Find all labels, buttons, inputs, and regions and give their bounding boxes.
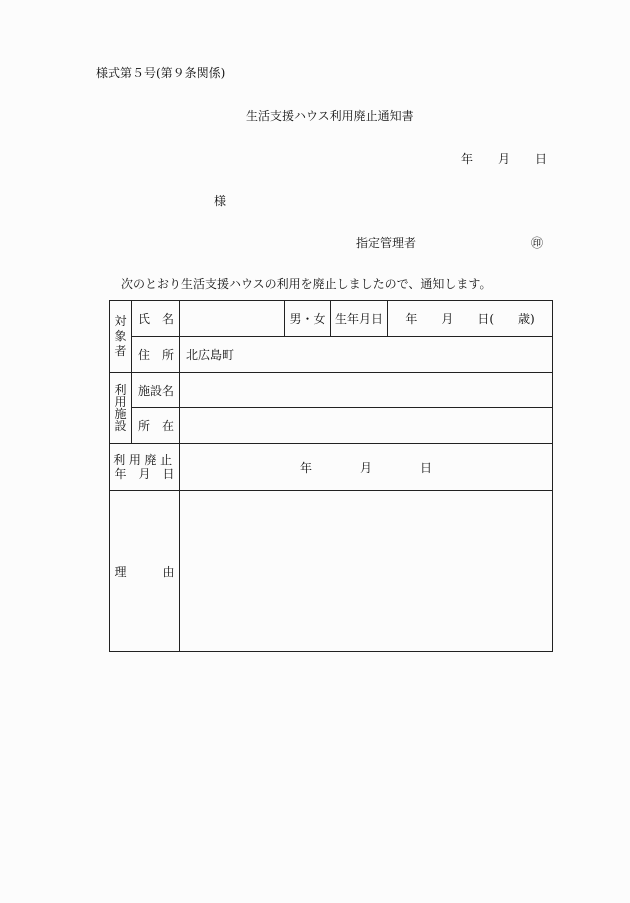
reason-row — [110, 491, 553, 652]
facility-location-label: 所 在 — [132, 408, 180, 444]
addressee-suffix: 様 — [214, 194, 227, 208]
document-title: 生活支援ハウス利用廃止通知書 — [246, 109, 414, 123]
subject-address-row — [110, 337, 553, 373]
facility-location-row — [110, 408, 553, 444]
form-number: 様式第５号(第９条関係) — [96, 66, 226, 80]
subject-name-row — [110, 301, 553, 337]
facility-group-label: 利 用 施 設 — [110, 373, 132, 444]
intro-text: 次のとおり生活支援ハウスの利用を廃止しましたので、通知します。 — [121, 277, 492, 291]
abolish-date-row — [110, 444, 553, 491]
abolish-date-label — [110, 444, 180, 491]
gender-choice[interactable]: 男・女 — [285, 301, 331, 337]
facility-location-field[interactable] — [180, 408, 553, 444]
birth-date-field[interactable]: 年 月 日( 歳) — [388, 301, 553, 337]
reason-label: 理 由 — [110, 491, 180, 652]
issue-date — [461, 152, 547, 166]
name-field[interactable] — [180, 301, 285, 337]
abolish-date-field[interactable]: 年 月 日 — [180, 444, 553, 491]
facility-name-row — [110, 373, 553, 408]
notice-form-table — [109, 300, 553, 652]
reason-field[interactable] — [180, 491, 553, 652]
facility-name-field[interactable] — [180, 373, 553, 408]
facility-name-label: 施設名 — [132, 373, 180, 408]
address-field[interactable]: 北広島町 — [180, 337, 553, 373]
address-label: 住 所 — [132, 337, 180, 373]
seal-mark: ㊞ — [531, 236, 544, 250]
date-month-label: 月 — [498, 152, 511, 166]
name-label: 氏 名 — [132, 301, 180, 337]
subject-group-label: 対 象 者 — [110, 301, 132, 373]
birth-date-label: 生年月日 — [331, 301, 388, 337]
date-year-label: 年 — [461, 152, 474, 166]
abolish-date-label-line2: 年 月 日 — [114, 467, 175, 481]
date-day-label: 日 — [535, 152, 548, 166]
abolish-date-label-line1: 利用廃止 — [113, 453, 176, 467]
issuer-label: 指定管理者 — [356, 236, 417, 250]
